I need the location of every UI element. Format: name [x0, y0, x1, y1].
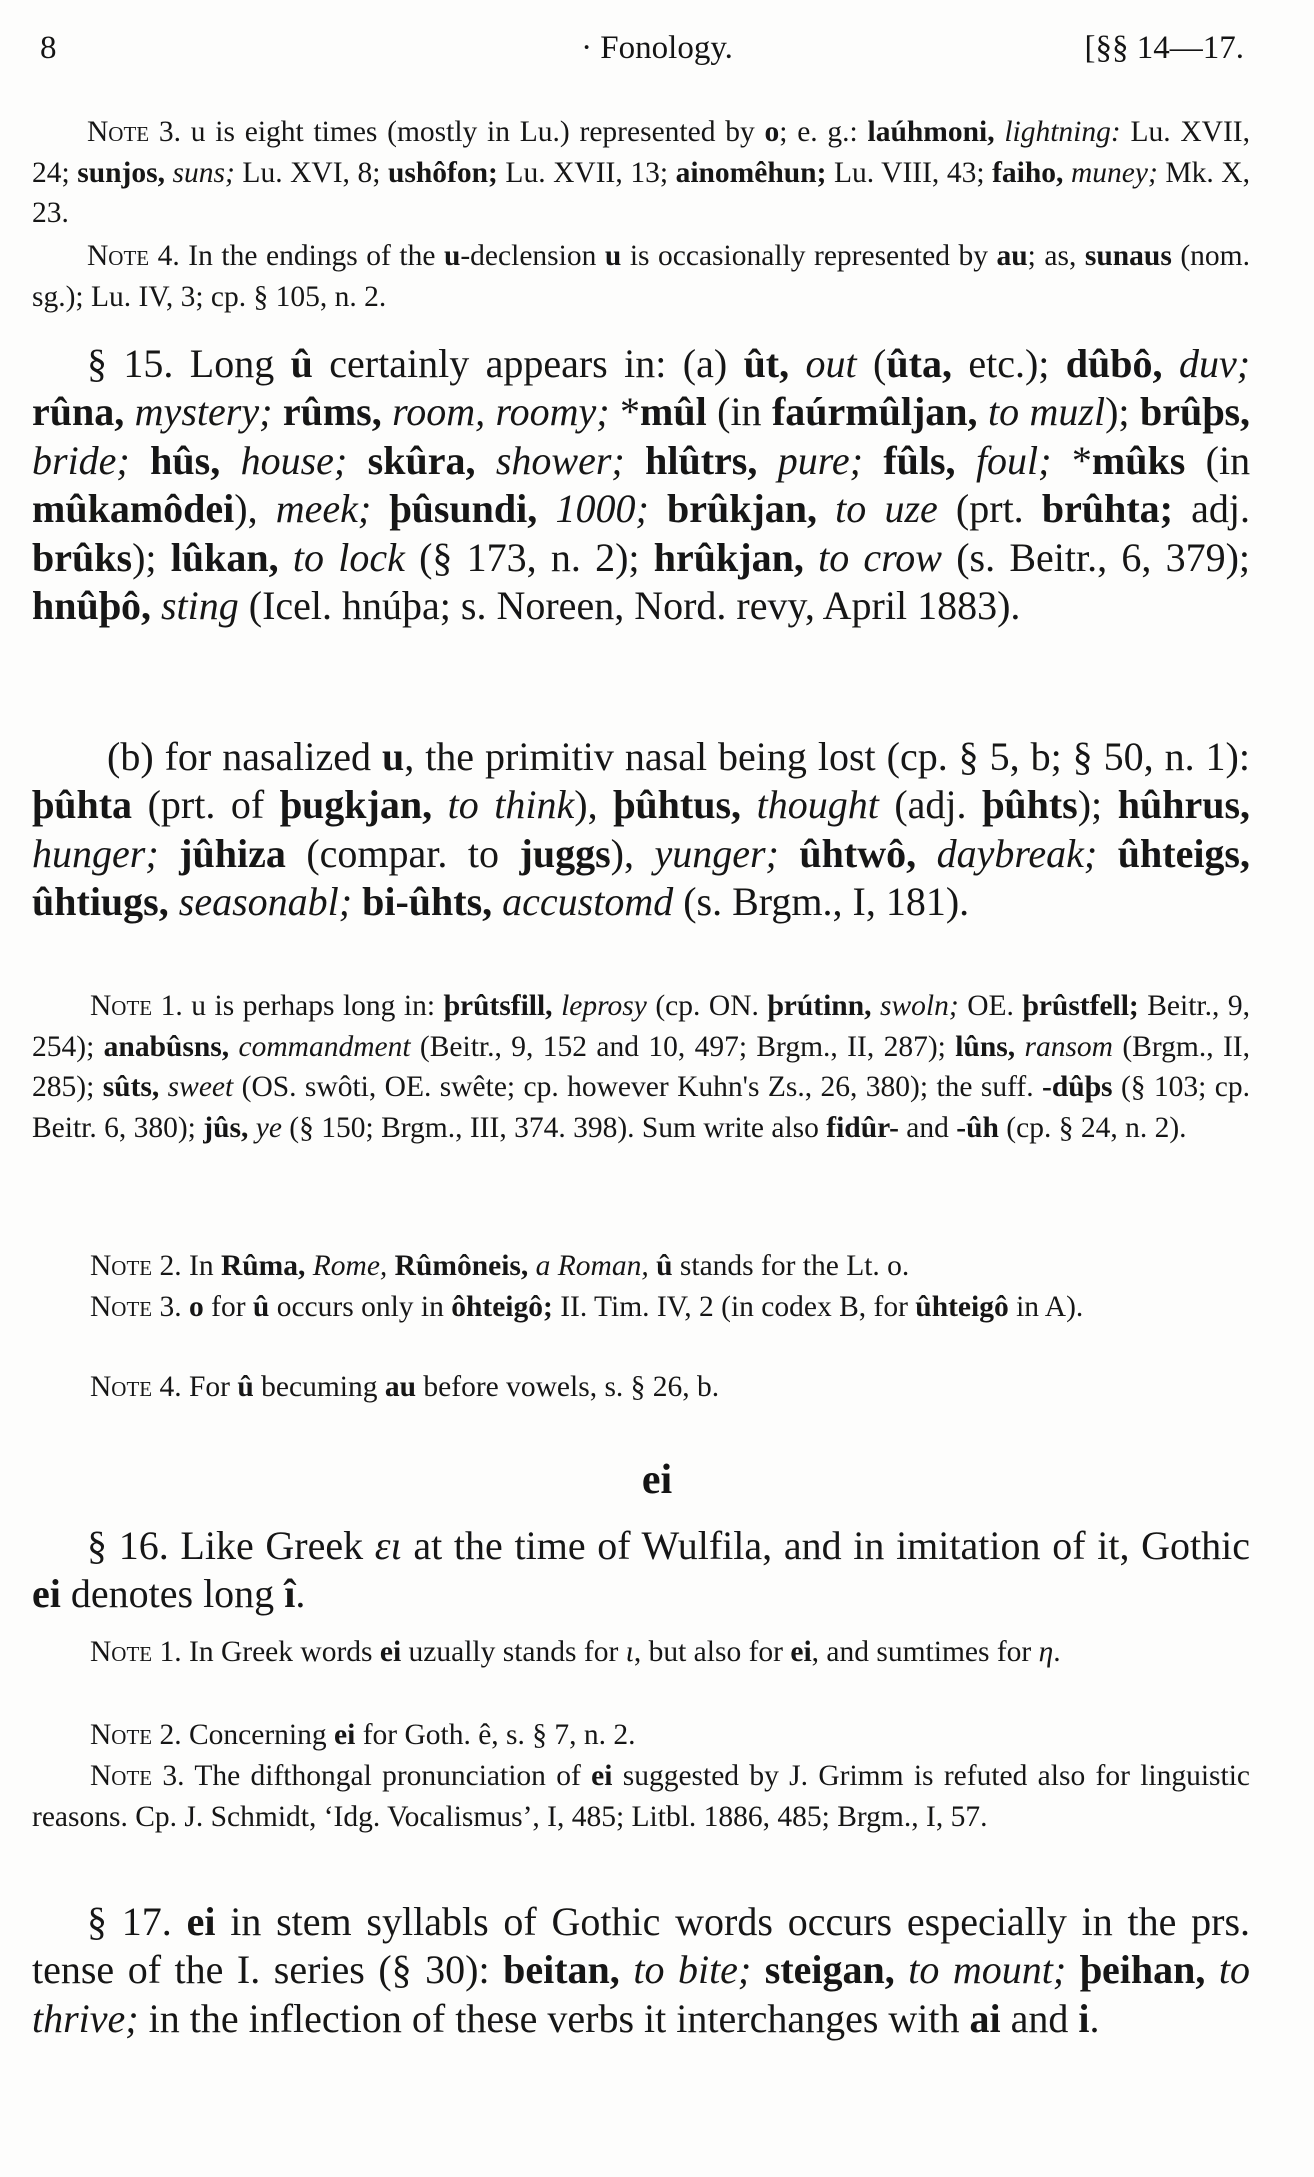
gothic-word: u — [443, 240, 461, 272]
gothic-word: bi-ûhts, — [362, 879, 493, 925]
text: . — [1053, 1636, 1061, 1668]
text: (cp. § 24, n. 2). — [998, 1111, 1187, 1144]
gothic-word: jûhiza — [179, 830, 286, 876]
gothic-word: -dûþs — [1042, 1071, 1113, 1103]
gloss: to mount; — [894, 1947, 1067, 1993]
text: and — [1000, 1995, 1079, 2041]
gloss: mystery; — [124, 389, 273, 435]
gothic-word: û — [656, 1250, 673, 1282]
text — [649, 1250, 656, 1282]
section-number: § 17. — [87, 1899, 172, 1944]
text: * — [1051, 437, 1092, 483]
text: Lu. XVII, 13; — [497, 156, 676, 189]
s14-note-4 — [32, 236, 1250, 317]
text: certainly appears in: (a) — [312, 341, 744, 386]
text: In the endings of the — [179, 240, 444, 272]
gothic-word: faúrmûljan, — [771, 389, 978, 435]
text: and — [898, 1111, 957, 1144]
text: etc.); — [951, 341, 1066, 386]
note-label: Note 4. — [87, 240, 180, 272]
gloss: thought — [741, 782, 879, 828]
gloss: to crow — [803, 534, 942, 580]
text: (Beitr., 9, 152 and 10, 497; Brgm., II, 287); — [410, 1030, 956, 1063]
gloss: suns; — [165, 156, 235, 189]
text: (cp. ON. — [646, 990, 768, 1022]
text: ( — [856, 341, 887, 386]
text — [172, 1899, 187, 1944]
gothic-word: u — [604, 240, 622, 272]
text: , but also for — [633, 1636, 791, 1668]
text — [130, 438, 150, 483]
text: ); — [132, 534, 171, 580]
gloss: shower; — [475, 437, 625, 483]
gothic-word: u — [381, 734, 405, 779]
text: (prt. of — [132, 782, 280, 828]
gloss: room, roomy; — [381, 389, 610, 435]
text: ); — [1077, 782, 1118, 828]
text: In — [181, 1250, 221, 1282]
note-label: Note 2. — [90, 1250, 182, 1282]
gloss: pure; — [757, 437, 863, 483]
gloss: out — [789, 341, 857, 386]
text — [625, 438, 645, 483]
gothic-word: ei — [379, 1636, 402, 1668]
text: Lu. VIII, 43; — [826, 156, 993, 189]
text: for — [203, 1291, 253, 1323]
text: (compar. to — [285, 830, 520, 876]
gloss: to bite; — [619, 1947, 752, 1993]
gothic-word: þûhts — [982, 782, 1078, 828]
text: (in — [706, 389, 772, 435]
text: (§ 103; cp. Beitr. 6, 380); — [32, 1071, 1250, 1144]
gloss: accustomd — [492, 879, 674, 925]
gothic-word: û — [252, 1291, 270, 1323]
gothic-word: fûls, — [883, 437, 956, 483]
gothic-word: i — [1078, 1995, 1090, 2041]
gloss: sting — [150, 583, 239, 629]
gothic-word: o — [189, 1291, 204, 1323]
gothic-word: rûna, — [32, 389, 125, 435]
gothic-word: mûkamôdei — [32, 486, 235, 532]
gothic-word: û — [237, 1371, 254, 1403]
greek-letter: η — [1038, 1636, 1054, 1668]
gothic-word: lûns, — [955, 1030, 1016, 1063]
gloss: ransom — [1015, 1030, 1113, 1063]
text — [779, 831, 800, 876]
gothic-word: ei — [591, 1760, 613, 1792]
text: . — [1089, 1995, 1100, 2041]
gloss: commandment — [229, 1030, 411, 1063]
text: adj. — [1172, 486, 1251, 532]
gloss: to lock — [278, 534, 405, 580]
gothic-word: ai — [969, 1995, 1001, 2041]
text: ; e. g.: — [779, 116, 868, 148]
text — [347, 438, 367, 483]
gothic-word: beitan, — [503, 1947, 620, 1993]
text: Long — [173, 341, 291, 386]
text: Lu. XVII, 24; — [32, 116, 1251, 189]
gothic-word: hlûtrs, — [645, 437, 758, 483]
gothic-word: brûþs, — [1139, 389, 1251, 435]
text: II. Tim. IV, 2 (in codex B, for — [552, 1291, 916, 1323]
gothic-word: ûhtwô, — [799, 830, 917, 876]
gothic-word: þeihan, — [1079, 1947, 1206, 1993]
text: ), — [234, 486, 276, 532]
s15-note-1 — [32, 986, 1250, 1148]
text: -declension — [460, 240, 605, 272]
gothic-word: mûl — [640, 389, 707, 435]
gloss: to thrive; — [32, 1947, 1251, 2041]
gloss: house; — [220, 437, 348, 483]
text — [1097, 831, 1118, 876]
gloss: muney; — [1063, 156, 1158, 189]
gothic-word: þûhta — [32, 782, 133, 828]
gloss: to muzl — [977, 389, 1106, 435]
s16-note-1 — [32, 1632, 1250, 1673]
gothic-word: skûra, — [367, 437, 476, 483]
text: , and sumtimes for — [811, 1636, 1039, 1668]
text: u is perhaps long in: — [182, 990, 444, 1022]
gothic-word: laúhmoni, — [867, 116, 995, 148]
s16-note-2 — [32, 1715, 1250, 1756]
text: for Goth. ê, s. § 7, n. 2. — [355, 1719, 636, 1751]
gothic-word: hûhrus, — [1117, 782, 1251, 828]
s14-note-3 — [32, 112, 1250, 234]
text: ; as, — [1027, 240, 1085, 272]
note-label: Note 4. — [90, 1371, 182, 1403]
text: Beitr., 9, 254); — [32, 990, 1250, 1063]
text: (in — [1185, 437, 1251, 483]
gothic-word: jûs, — [203, 1111, 249, 1144]
running-title: · Fonology. — [581, 30, 733, 66]
text — [352, 879, 362, 924]
gloss: to uze — [817, 486, 938, 532]
gloss: leprosy — [552, 990, 647, 1022]
text: The difthongal pronunciation of — [184, 1760, 592, 1792]
gloss: 1000; — [537, 486, 649, 532]
gothic-word: ainomêhun; — [675, 156, 827, 189]
page-number: 8 — [40, 30, 57, 66]
text: * — [609, 389, 641, 435]
gloss: Rome, — [305, 1250, 388, 1282]
gothic-word: rûms, — [282, 389, 382, 435]
s15-note-4 — [32, 1367, 1250, 1408]
gothic-word: sunjos, — [77, 156, 165, 189]
gloss: hunger; — [32, 830, 159, 876]
gothic-word: ushôfon; — [388, 156, 498, 189]
gloss: seasonabl; — [168, 879, 353, 925]
gothic-word: Rûma, — [220, 1250, 306, 1282]
text: in the inflection of these verbs it interchanges with — [138, 1995, 970, 2041]
text: occurs only in — [269, 1291, 452, 1323]
text: OE. — [958, 990, 1023, 1022]
gothic-word: hrûkjan, — [653, 534, 804, 580]
gothic-word: lûkan, — [170, 534, 279, 580]
gothic-word: anabûsns, — [103, 1030, 230, 1063]
text: in A). — [1008, 1291, 1084, 1323]
gothic-word: -ûh — [956, 1111, 999, 1144]
gothic-word: ei — [32, 1571, 61, 1617]
gothic-word: ûhteigs, ûhtiugs, — [32, 830, 1250, 925]
text — [751, 1947, 765, 1992]
text: For — [181, 1371, 238, 1403]
text: ); — [1105, 389, 1140, 435]
note-label: Note 3. — [90, 1291, 182, 1323]
gothic-word: dûbô, — [1065, 341, 1163, 386]
text: in stem syllabls of Gothic words occurs especially in the prs. tense of the I. series (§ 30): — [32, 1899, 1251, 1993]
text: uzually stands for — [401, 1636, 626, 1668]
gothic-word: brûks — [32, 534, 133, 580]
text: In Greek words — [181, 1636, 380, 1668]
gothic-word: brûkjan, — [666, 486, 818, 532]
gothic-word: Rûmôneis, — [394, 1250, 529, 1282]
gloss: foul; — [955, 437, 1052, 483]
text: (s. Beitr., 6, 379); — [941, 534, 1251, 580]
gothic-word: þugkjan, — [279, 782, 433, 828]
text: (s. Brgm., I, 181). — [673, 879, 970, 925]
gothic-word: au — [996, 240, 1028, 272]
gloss: a Roman, — [528, 1250, 649, 1282]
gothic-word: þrûtsfill, — [443, 990, 553, 1022]
text — [649, 486, 667, 531]
section-heading-ei: ei — [641, 1457, 673, 1503]
gothic-word: ût, — [743, 341, 790, 386]
gothic-word: sunaus — [1084, 240, 1172, 272]
text: Like Greek — [168, 1523, 375, 1568]
gothic-word: o — [764, 116, 780, 148]
text — [387, 1250, 394, 1282]
gloss: meek; — [275, 486, 372, 532]
text: (nom. sg.); Lu. IV, 3; cp. § 105, n. 2. — [32, 240, 1250, 313]
gothic-word: hnûþô, — [32, 583, 151, 629]
gloss: sweet — [159, 1071, 234, 1103]
note-label: Note 3. — [87, 116, 182, 148]
s15-note-3 — [32, 1287, 1250, 1328]
text: is occasionally represented by — [621, 240, 997, 272]
text: Concerning — [181, 1719, 335, 1751]
text: (prt. — [937, 486, 1042, 532]
section-range: [§§ 14—17. — [1084, 30, 1244, 66]
text: ), — [610, 830, 655, 876]
gothic-word: ûhteigô — [915, 1291, 1009, 1323]
text: (Brgm., II, 285); — [32, 1030, 1250, 1103]
text — [272, 389, 282, 434]
gothic-word: au — [384, 1371, 417, 1403]
gothic-word: ei — [186, 1899, 216, 1944]
text: (OS. swôti, OE. swête; cp. however Kuhn's Zs., 26, 380); the suff. — [233, 1071, 1043, 1103]
gloss: bride; — [32, 437, 130, 483]
text: u is eight times (mostly in Lu.) represented by — [181, 116, 765, 148]
gothic-word: ôhteigô; — [451, 1291, 553, 1323]
gothic-word: sûts, — [102, 1071, 160, 1103]
text: Lu. XVI, 8; — [234, 156, 388, 189]
gothic-word: faiho, — [992, 156, 1064, 189]
text: before vowels, s. § 26, b. — [416, 1371, 720, 1403]
gloss: ye — [248, 1111, 282, 1144]
text: suggested by J. Grimm is refuted also for linguistic reasons. Cp. J. Schmidt, ‘Idg. Vocalismus’, I, 485; Litbl. 1886, 485; Brgm., I, 57. — [32, 1760, 1251, 1833]
gloss: duv; — [1162, 341, 1251, 386]
text: Mk. X, 23. — [32, 156, 1250, 229]
section-15a — [32, 340, 1250, 630]
text — [159, 831, 180, 876]
text — [1066, 1947, 1080, 1992]
text: (b) for nasalized — [107, 734, 382, 779]
gothic-word: ûta, — [886, 341, 952, 386]
text — [371, 486, 389, 531]
gothic-word: þûhtus, — [613, 782, 742, 828]
gothic-word: î — [284, 1571, 296, 1617]
greek-letter: ει — [374, 1523, 402, 1568]
text: becuming — [253, 1371, 385, 1403]
s16-note-3 — [32, 1756, 1250, 1837]
text: (§ 150; Brgm., III, 374. 398). Sum write also — [281, 1111, 827, 1144]
gothic-word: þûsundi, — [389, 486, 538, 532]
text: denotes long — [60, 1571, 285, 1617]
text: ), — [574, 782, 614, 828]
section-17 — [32, 1898, 1250, 2043]
gloss: swoln; — [871, 990, 959, 1022]
s15-note-2 — [32, 1246, 1250, 1287]
note-label: Note 2. — [90, 1719, 182, 1751]
section-number: § 15. — [87, 341, 174, 386]
text: (Icel. hnúþa; s. Noreen, Nord. revy, April 1883). — [238, 583, 1021, 629]
gothic-word: ei — [790, 1636, 812, 1668]
text: . — [295, 1571, 306, 1617]
gloss: daybreak; — [916, 830, 1098, 876]
text: stands for the Lt. o. — [672, 1250, 910, 1282]
gothic-word: steigan, — [764, 1947, 895, 1993]
text — [182, 1291, 189, 1323]
gloss: lightning: — [994, 116, 1121, 148]
section-16 — [32, 1522, 1250, 1619]
note-label: Note 3. — [90, 1760, 185, 1792]
text: , the primitiv nasal being lost (cp. § 5, b; § 50, n. 1): — [404, 734, 1250, 779]
note-label: Note 1. — [90, 1636, 182, 1668]
gothic-word: hûs, — [150, 437, 221, 483]
note-label: Note 1. — [90, 990, 183, 1022]
text: (§ 173, n. 2); — [404, 534, 654, 580]
gothic-word: mûks — [1091, 437, 1186, 483]
section-15b — [32, 733, 1250, 927]
gothic-word: û — [290, 341, 313, 386]
gothic-word: fidûr- — [826, 1111, 899, 1144]
gothic-word: ei — [334, 1719, 356, 1751]
gothic-word: juggs — [519, 830, 611, 876]
gothic-word: þrûstfell; — [1022, 990, 1139, 1022]
text — [863, 438, 883, 483]
greek-letter: ι — [625, 1636, 634, 1668]
gloss: to think — [432, 782, 575, 828]
text: at the time of Wulfila, and in imitation of it, Gothic — [401, 1523, 1250, 1568]
text: (adj. — [878, 782, 983, 828]
section-number: § 16. — [87, 1523, 169, 1568]
gloss: yunger; — [654, 830, 779, 876]
gothic-word: þrútinn, — [767, 990, 872, 1022]
gothic-word: brûhta; — [1041, 486, 1173, 532]
